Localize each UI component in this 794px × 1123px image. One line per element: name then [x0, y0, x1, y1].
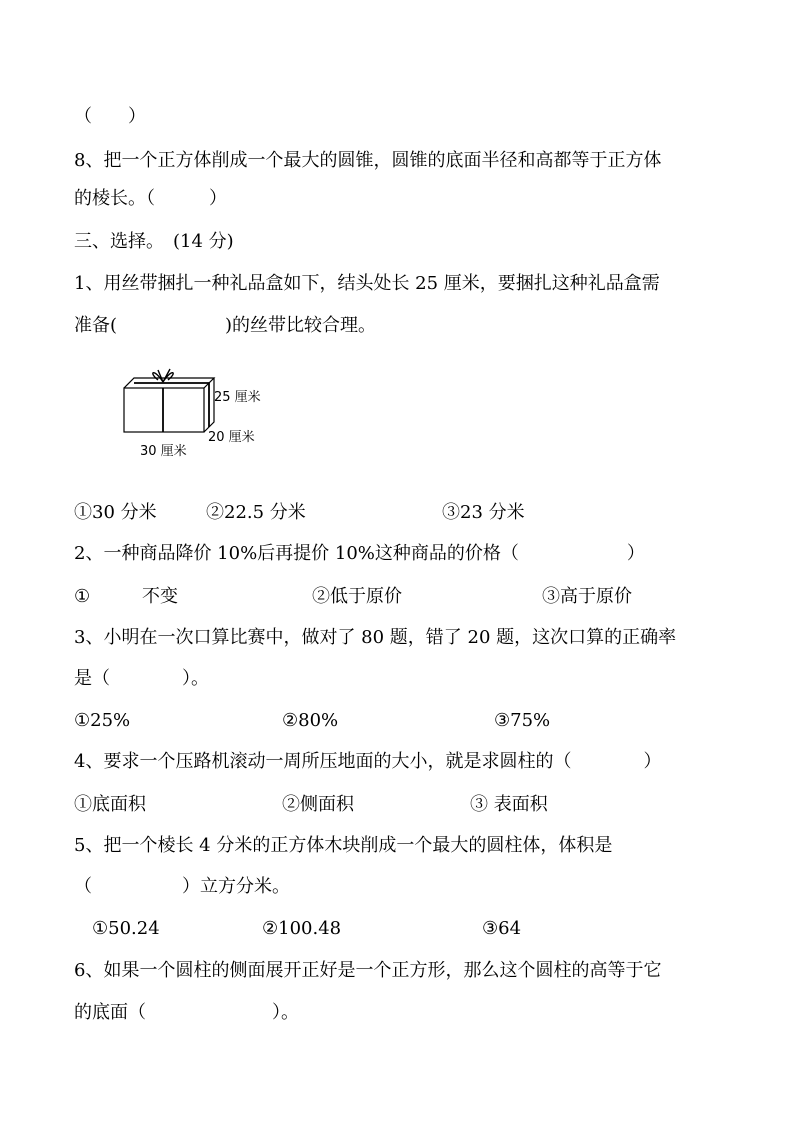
- q3-option-1: ①25%: [74, 710, 131, 731]
- q1-option-2: ②22.5 分米: [206, 502, 306, 523]
- question-5-line-1: 5、把一个棱长 4 分米的正方体木块削成一个最大的圆柱体，体积是: [74, 835, 613, 856]
- height-label: 25 厘米: [214, 390, 261, 405]
- q4-option-2: ②侧面积: [282, 794, 354, 815]
- answer-blank-line: （ ）: [74, 106, 146, 127]
- width-label: 20 厘米: [208, 430, 255, 445]
- q5-option-2: ②100.48: [262, 918, 342, 939]
- question-1-line-2: 准备( )的丝带比较合理。: [74, 315, 377, 336]
- q4-option-3: ③ 表面积: [470, 794, 548, 815]
- q5-option-3: ③64: [482, 918, 522, 939]
- q2-option-1-text: 不变: [142, 586, 178, 607]
- q1-option-1: ①30 分米: [74, 502, 157, 523]
- question-8-line-1: 8、把一个正方体削成一个最大的圆锥，圆锥的底面半径和高都等于正方体: [74, 150, 662, 171]
- q3-option-3: ③75%: [494, 710, 551, 731]
- section-heading-choice: 三、选择。 (14 分): [74, 231, 234, 252]
- question-6-line-2: 的底面（ ）。: [74, 1002, 299, 1023]
- question-6-line-1: 6、如果一个圆柱的侧面展开正好是一个正方形，那么这个圆柱的高等于它: [74, 960, 662, 981]
- q2-option-1-number: ①: [74, 586, 91, 607]
- question-1-line-1: 1、用丝带捆扎一种礼品盒如下，结头处长 25 厘米，要捆扎这种礼品盒需: [74, 273, 660, 294]
- question-4-line: 4、要求一个压路机滚动一周所压地面的大小，就是求圆柱的（ ）: [74, 751, 662, 772]
- q2-option-3: ③高于原价: [542, 586, 632, 607]
- q3-option-2: ②80%: [282, 710, 339, 731]
- q4-option-1: ①底面积: [74, 794, 146, 815]
- q1-option-3: ③23 分米: [442, 502, 525, 523]
- question-3-line-2: 是（ ）。: [74, 668, 209, 689]
- q2-option-2: ②低于原价: [312, 586, 402, 607]
- question-5-line-2: （ ）立方分米。: [74, 876, 290, 897]
- length-label: 30 厘米: [140, 444, 187, 459]
- question-8-line-2: 的棱长。（ ）: [74, 188, 227, 209]
- question-2-line: 2、一种商品降价 10%后再提价 10%这种商品的价格（ ）: [74, 543, 645, 564]
- question-3-line-1: 3、小明在一次口算比赛中，做对了 80 题，错了 20 题，这次口算的正确率: [74, 627, 677, 648]
- q5-option-1: ①50.24: [92, 918, 160, 939]
- gift-box-figure: [118, 360, 218, 444]
